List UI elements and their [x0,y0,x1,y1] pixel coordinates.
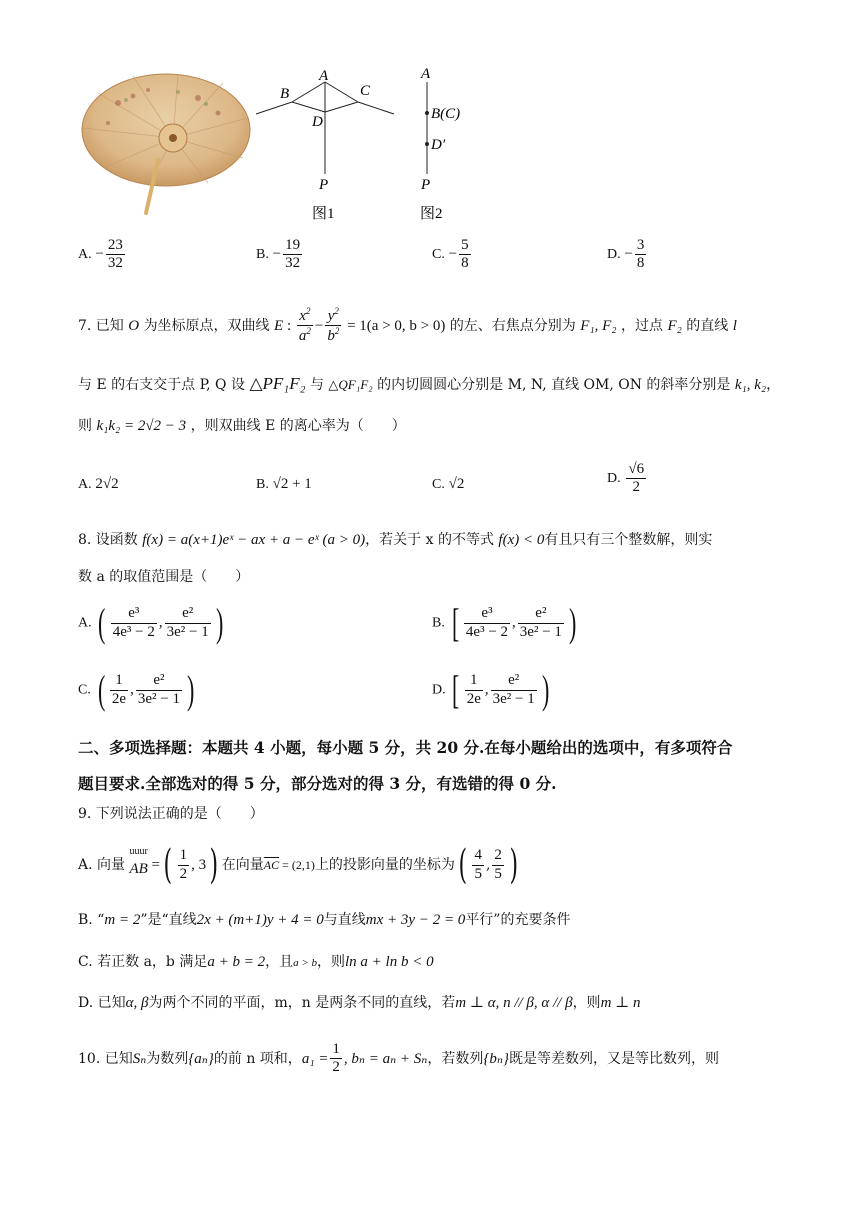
figure-2-diagram [410,62,490,227]
q7-option-d[interactable]: D. $\frac{√6}{2}$ [607,461,645,496]
figure-1-caption: 图1 [312,206,335,222]
q8-option-d[interactable]: D. [ $\frac{1}{2e}$ , $\frac{\text{e²}}{\text{3e² − 1}}$ ) [432,667,550,712]
section-2-heading-line-2: 题目要求.全部选对的得 5 分，部分选对的得 3 分，有选错的得 0 分. [78,774,557,793]
q8-line-2: 数 a 的取值范围是（ ） [78,569,250,585]
q9-option-c[interactable]: C. 若正数 a，b 满足a + b = 2，且a > b，则ln a + ln b < 0 [78,954,434,970]
q7-option-a[interactable]: A. 2√2 [78,476,119,492]
q9-option-b[interactable]: B. “m = 2”是“直线2x + (m+1)y + 4 = 0与直线mx + 3y − 2 = 0平行”的充要条件 [78,912,571,928]
umbrella-photo [78,68,253,218]
q9-option-a[interactable]: A. 向量 uuur AB =( $\frac{1}{2}$ , 3) 在向量$\overline{AC} = (2,1)$上的投影向量的坐标为( $\frac{4}{5}$ , $\frac{2}{5}$ ) [78,842,519,888]
label-p2: P [421,177,431,193]
q6-option-c[interactable]: C. − $\frac{5}{8}$ [432,237,469,272]
figure-1-diagram [252,62,402,227]
q6-option-d[interactable]: D. − $\frac{3}{8}$ [607,237,645,272]
label-bc: B(C) [431,106,461,122]
label-b: B [280,86,290,102]
q7-option-c[interactable]: C. √2 [432,476,465,492]
figure-2-caption: 图2 [420,206,443,222]
label-a: A [319,68,329,84]
label-d: D [312,114,323,130]
label-c: C [360,83,371,99]
q8-option-b[interactable]: B. [ $\frac{\text{e³}}{\text{4e³ − 2}}$ , $\frac{\text{e²}}{\text{3e² − 1}}$ ) [432,600,577,645]
q8-option-a[interactable]: A. ( $\frac{\text{e³}}{\text{4e³ − 2}}$ , $\frac{\text{e²}}{\text{3e² − 1}}$ ) [78,600,224,645]
label-p: P [319,177,329,193]
geometry-figure-2 [410,62,490,227]
q6-option-b[interactable]: B. − $\frac{19}{32}$ [256,237,301,272]
q7-line-1: 7. 已知 O 为坐标原点，双曲线 E : $\frac{x^2}{a^2}$ − $\frac{y^2}{b^2}$ = 1(a > 0, b > 0) 的左、右焦点分别为 F₁, F₂ ，过点 F₂ 的直线 l [78,306,737,345]
label-dprime: D′ [431,137,446,153]
q7-line-2: 与 E 的右支交于点 P, Q 设 △PF₁F₂ 与 △QF₁F₂ 的内切圆圆心分别是 M, N, 直线 OM, ON 的斜率分别是 k₁, k₂， [78,374,781,393]
q6-option-a[interactable]: A. − $\frac{23}{32}$ [78,237,123,272]
q7-line-3: 则 k₁k₂ = 2√2 − 3 ，则双曲线 E 的离心率为（ ） [78,418,406,434]
q8-option-c[interactable]: C. ( $\frac{1}{2e}$ , $\frac{\text{e²}}{\text{3e² − 1}}$ ) [78,667,195,712]
q9-option-d[interactable]: D. 已知α, β为两个不同的平面，m，n 是两条不同的直线，若m ⊥ α, n // β, α // β，则m ⊥ n [78,995,641,1011]
paper-umbrella-photo [78,68,253,218]
q10-line-1: 10. 已知Sₙ为数列{aₙ}的前 n 项和，a₁ = $\frac{1}{2}$ , bₙ = aₙ + Sₙ，若数列{bₙ}既是等差数列，又是等比数列，则 [78,1041,719,1076]
q9-stem: 9. 下列说法正确的是（ ） [78,806,264,822]
q8-line-1: 8. 设函数 f(x) = a(x+1)eˣ − ax + a − eˣ (a > 0)，若关于 x 的不等式 f(x) < 0有且只有三个整数解，则实 [78,532,713,548]
geometry-figure-1 [252,62,402,227]
section-2-heading-line-1: 二、多项选择题：本题共 4 小题，每小题 5 分，共 20 分.在每小题给出的选项中，有多项符合 [78,738,733,757]
label-a2: A [421,66,431,82]
q7-option-b[interactable]: B. √2 + 1 [256,476,312,492]
